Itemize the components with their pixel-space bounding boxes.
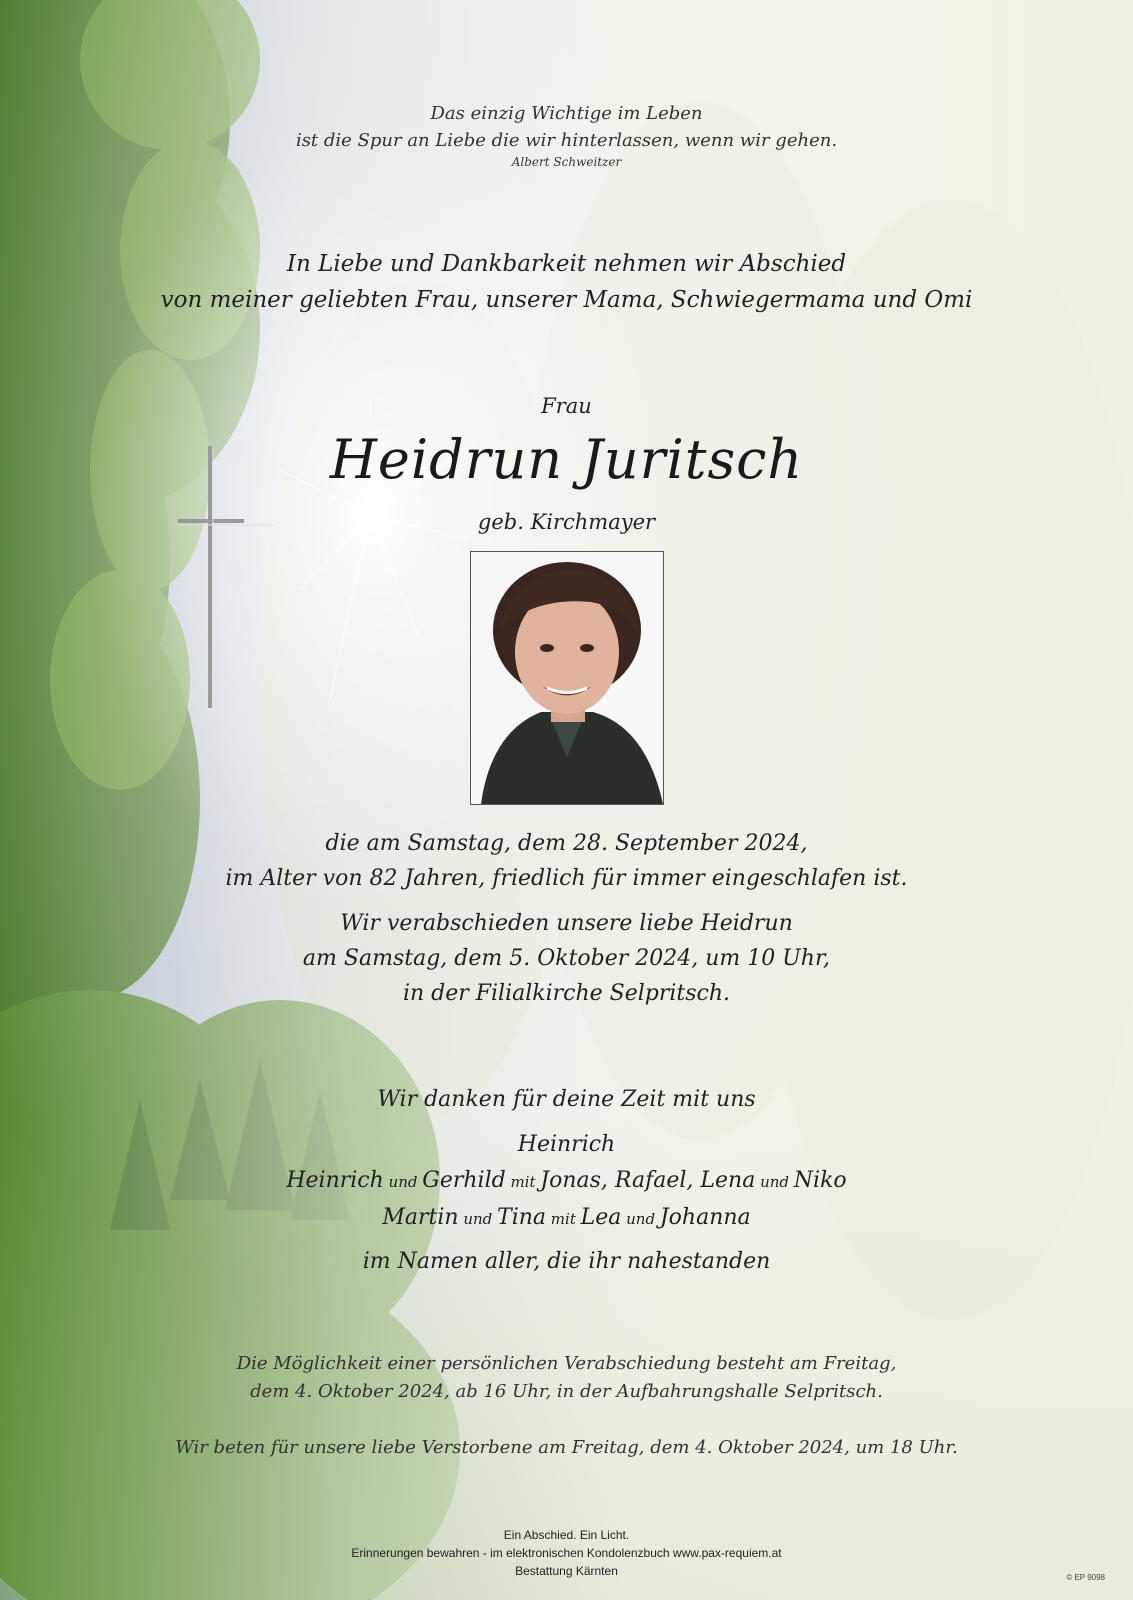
deceased-title: Frau bbox=[541, 394, 592, 418]
deceased-name: Heidrun Juritsch bbox=[329, 428, 804, 491]
on-behalf-line: im Namen aller, die ihr nahestanden bbox=[362, 1249, 771, 1274]
family-name: Gerhild bbox=[422, 1168, 506, 1193]
death-line-1: die am Samstag, dem 28. September 2024, bbox=[325, 831, 808, 856]
family-name: Heinrich bbox=[286, 1168, 384, 1193]
motto-quote bbox=[0, 100, 1133, 170]
motto-line-2: ist die Spur an Liebe die wir hinterlassen, wenn wir gehen. bbox=[295, 130, 838, 151]
service-line-3: in der Filialkirche Selpritsch. bbox=[402, 981, 731, 1006]
deceased-maiden-name: geb. Kirchmayer bbox=[477, 510, 656, 534]
product-code: © EP 9098 bbox=[1066, 1573, 1105, 1582]
footer-line-2: Erinnerungen bewahren - im elektronischen Kondolenzbuch www.pax-requiem.at bbox=[351, 1546, 782, 1560]
motto-author: Albert Schweitzer bbox=[511, 155, 622, 169]
family-connector: mit bbox=[505, 1173, 541, 1191]
family-line-3 bbox=[0, 1200, 1133, 1237]
death-line-2: im Alter von 82 Jahren, friedlich für immer eingeschlafen ist. bbox=[225, 866, 908, 891]
funeral-service bbox=[0, 906, 1133, 1011]
footer bbox=[0, 1526, 1133, 1580]
viewing-line-2: dem 4. Oktober 2024, ab 16 Uhr, in der Aufbahrungshalle Selpritsch. bbox=[250, 1381, 883, 1402]
family-connector: und bbox=[755, 1173, 794, 1191]
viewing-notice bbox=[0, 1350, 1133, 1406]
service-line-1: Wir verabschieden unsere liebe Heidrun bbox=[340, 911, 793, 936]
family-name: Niko bbox=[793, 1168, 847, 1193]
family-name: Jonas, Rafael, Lena bbox=[540, 1168, 756, 1193]
family-line-2 bbox=[0, 1163, 1133, 1200]
family-connector: und bbox=[383, 1173, 423, 1191]
prayer-notice: Wir beten für unsere liebe Verstorbene am Freitag, dem 4. Oktober 2024, um 18 Uhr. bbox=[175, 1437, 958, 1458]
thanks-line: Wir danken für deine Zeit mit uns bbox=[377, 1087, 756, 1112]
family-name: Lea bbox=[580, 1205, 622, 1230]
family-name: Martin bbox=[382, 1205, 459, 1230]
family-name: Tina bbox=[497, 1205, 547, 1230]
family-connector: mit bbox=[546, 1210, 581, 1228]
motto-line-1: Das einzig Wichtige im Leben bbox=[430, 103, 703, 124]
farewell-line-2: von meiner geliebten Frau, unserer Mama, Schwiegermama und Omi bbox=[160, 287, 973, 313]
death-notice bbox=[0, 826, 1133, 896]
family-line-1: Heinrich bbox=[517, 1132, 616, 1157]
family-connector: und bbox=[458, 1210, 498, 1228]
family-names bbox=[0, 1127, 1133, 1237]
family-connector: und bbox=[621, 1210, 660, 1228]
viewing-line-1: Die Möglichkeit einer persönlichen Verabschiedung besteht am Freitag, bbox=[236, 1353, 897, 1374]
footer-line-3: Bestattung Kärnten bbox=[515, 1564, 618, 1578]
portrait-photo bbox=[470, 551, 664, 805]
family-name: Johanna bbox=[659, 1205, 751, 1230]
footer-line-1: Ein Abschied. Ein Licht. bbox=[503, 1528, 630, 1542]
service-line-2: am Samstag, dem 5. Oktober 2024, um 10 Uhr, bbox=[302, 946, 831, 971]
farewell-line-1: In Liebe und Dankbarkeit nehmen wir Abschied bbox=[286, 251, 847, 277]
farewell-text bbox=[0, 246, 1133, 318]
